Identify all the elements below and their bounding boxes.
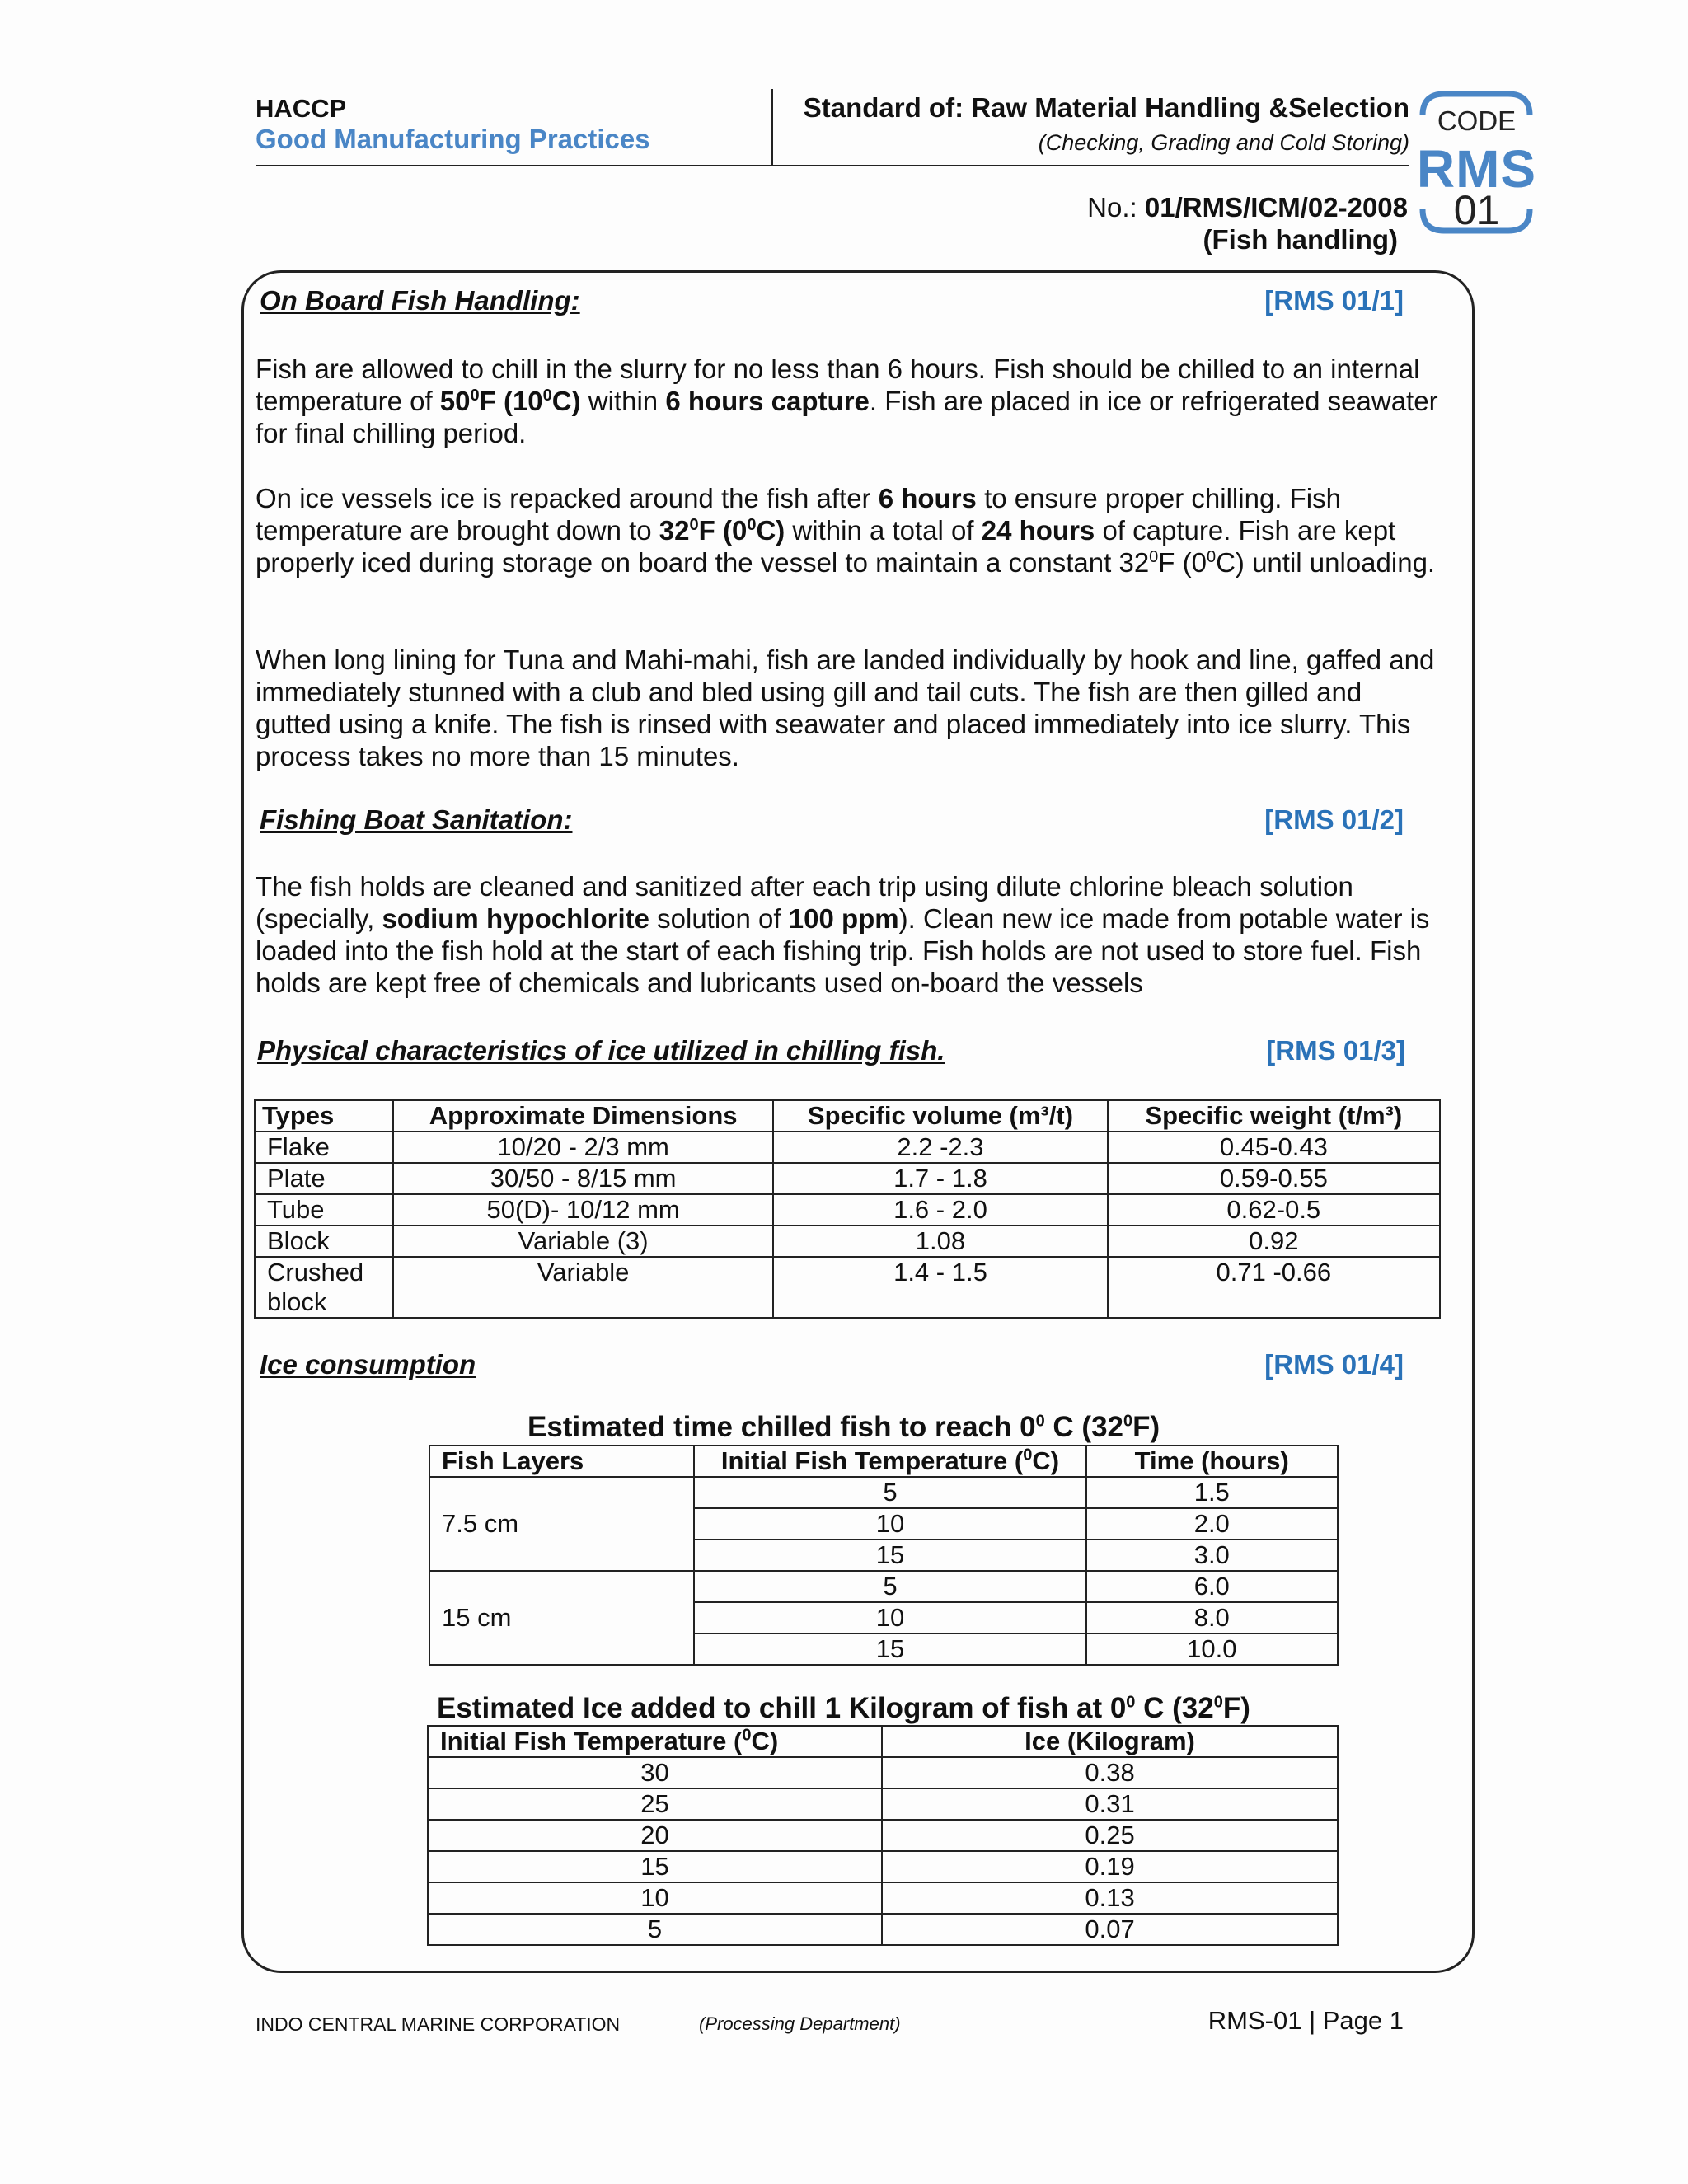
table-cell: 5 [694, 1571, 1085, 1602]
chill-time-table-caption [528, 1411, 1160, 1444]
table-cell: 2.0 [1086, 1508, 1338, 1540]
text-run: of capture. Fish are kept properly iced during storage on board the vessel to maintain a constant 32 [256, 515, 1396, 578]
paragraph-chill-slurry [256, 353, 1442, 449]
table-cell: Crushed block [255, 1257, 393, 1318]
ice-added-table [427, 1725, 1339, 1946]
table-cell: 15 [694, 1633, 1085, 1665]
superscript: 0 [689, 516, 699, 534]
table-row [428, 1882, 1338, 1914]
superscript: 0 [1126, 1693, 1136, 1712]
document-number [1087, 192, 1408, 223]
table-row [428, 1851, 1338, 1882]
table-cell: 1.6 - 2.0 [773, 1194, 1107, 1226]
text-run: Estimated Ice added to chill 1 Kilogram of fish at 0 [437, 1692, 1127, 1724]
table-cell: 0.19 [882, 1851, 1338, 1882]
table-row [255, 1163, 1440, 1194]
standard-subtitle: (Checking, Grading and Cold Storing) [1038, 130, 1409, 155]
table-cell: 0.13 [882, 1882, 1338, 1914]
section-ref-sanitation: [RMS 01/2] [1264, 804, 1404, 835]
header-title: HACCP [256, 94, 347, 123]
table-cell: Variable (3) [393, 1226, 773, 1257]
layer-cell: 15 cm [429, 1571, 694, 1665]
code-rms: RMS [1416, 139, 1537, 199]
text-run: within [580, 386, 666, 416]
text-run: Initial Fish Temperature ( [440, 1727, 743, 1755]
table-cell: 10 [428, 1882, 882, 1914]
superscript: 0 [1213, 1693, 1223, 1712]
table-row [255, 1226, 1440, 1257]
document-number-prefix: No.: [1087, 192, 1145, 223]
table-row [428, 1820, 1338, 1851]
text-run: Fish are allowed to chill in the slurry for no less than 6 hours. Fish should be chilled to an internal temperature of [256, 354, 1420, 416]
table-cell: 50(D)- 10/12 mm [393, 1194, 773, 1226]
table-cell: 10.0 [1086, 1633, 1338, 1665]
table-cell: 15 [428, 1851, 882, 1882]
bold-run: 6 hours [878, 483, 977, 513]
superscript: 0 [1123, 1412, 1133, 1431]
section-ref-on-board: [RMS 01/1] [1264, 285, 1404, 316]
bold-run: 24 hours [981, 515, 1095, 546]
text-run: F) [1132, 1411, 1160, 1443]
bold-run: sodium hypochlorite [382, 903, 649, 934]
table-cell: 0.38 [882, 1757, 1338, 1788]
table-cell: 1.7 - 1.8 [773, 1163, 1107, 1194]
footer-page-number: RMS-01 | Page 1 [1207, 2006, 1404, 2035]
table-row [429, 1571, 1338, 1602]
table-cell: 15 [694, 1540, 1085, 1571]
text-run: C) [551, 386, 581, 416]
bold-run: 6 hours capture [665, 386, 870, 416]
text-run: to ensure proper chilling. Fish temperature are brought down to [256, 483, 1341, 546]
table-cell: 2.2 -2.3 [773, 1132, 1107, 1163]
text-run: solution of [649, 903, 789, 934]
paragraph-fish-holds [256, 870, 1442, 999]
table-row [428, 1788, 1338, 1820]
footer-company: INDO CENTRAL MARINE CORPORATION [256, 2013, 621, 2035]
text-run: F (0 [1158, 547, 1207, 578]
section-title-on-board: On Board Fish Handling: [260, 285, 580, 316]
text-run: On ice vessels ice is repacked around the fish after [256, 483, 879, 513]
text-run: F) [1222, 1692, 1250, 1724]
header-divider-vertical [771, 89, 773, 166]
table-row [255, 1257, 1440, 1318]
table-cell: 5 [428, 1914, 882, 1945]
superscript: 0 [1035, 1412, 1045, 1431]
table-cell: 0.07 [882, 1914, 1338, 1945]
text-run: within a total of [785, 515, 982, 546]
column-header: Specific weight (t/m³) [1108, 1100, 1440, 1132]
text-run: . Fish are placed in ice or refrigerated seawater for final chilling period. [256, 386, 1438, 448]
text-run: F (0 [698, 515, 748, 546]
text-run: The fish holds are cleaned and sanitized after each trip using dilute chlorine bleach solution (specially, [256, 871, 1353, 934]
table-cell: 3.0 [1086, 1540, 1338, 1571]
paragraph-long-lining: When long lining for Tuna and Mahi-mahi, fish are landed individually by hook and line, gaffed and immediately stunned with a club and bled using gill and tail cuts. The fish are then gilled and gutted using a knife. The fish is rinsed with seawater and placed immediately into ice slurry. This process takes no more than 15 minutes. [256, 644, 1435, 771]
table-row [428, 1914, 1338, 1945]
section-title-sanitation: Fishing Boat Sanitation: [260, 804, 573, 835]
section-ref-ice-characteristics: [RMS 01/3] [1266, 1035, 1405, 1066]
superscript: 0 [1023, 1446, 1033, 1465]
table-cell: Plate [255, 1163, 393, 1194]
text-run: C) [756, 515, 785, 546]
column-header: Fish Layers [429, 1446, 694, 1477]
column-header: Approximate Dimensions [393, 1100, 773, 1132]
column-header: Types [255, 1100, 393, 1132]
table-cell: 10 [694, 1602, 1085, 1633]
ice-characteristics-table [254, 1099, 1441, 1319]
code-badge [1416, 89, 1537, 236]
section-title-ice-characteristics: Physical characteristics of ice utilized in chilling fish. [257, 1035, 945, 1066]
superscript: 0 [1149, 548, 1159, 566]
table-cell: 1.4 - 1.5 [773, 1257, 1107, 1318]
superscript: 0 [1206, 548, 1217, 566]
table-cell: 25 [428, 1788, 882, 1820]
table-cell: 30 [428, 1757, 882, 1788]
table-cell: 1.08 [773, 1226, 1107, 1257]
header-subtitle: Good Manufacturing Practices [256, 124, 650, 154]
column-header [428, 1726, 882, 1757]
column-header: Specific volume (m³/t) [773, 1100, 1107, 1132]
column-header: Time (hours) [1086, 1446, 1338, 1477]
standard-title: Standard of: Raw Material Handling &Selection [803, 92, 1409, 123]
section-title-ice-consumption: Ice consumption [260, 1349, 476, 1380]
text-run: C (32 [1044, 1411, 1124, 1443]
table-cell: 0.25 [882, 1820, 1338, 1851]
table-cell: 0.71 -0.66 [1108, 1257, 1440, 1318]
code-label: CODE [1437, 105, 1517, 136]
column-header [694, 1446, 1085, 1477]
table-cell: 0.45-0.43 [1108, 1132, 1440, 1163]
table-cell: 10 [694, 1508, 1085, 1540]
table-cell: Block [255, 1226, 393, 1257]
table-cell: 30/50 - 8/15 mm [393, 1163, 773, 1194]
table-header-row [255, 1100, 1440, 1132]
table-cell: 5 [694, 1477, 1085, 1508]
table-cell: 0.62-0.5 [1108, 1194, 1440, 1226]
table-cell: 10/20 - 2/3 mm [393, 1132, 773, 1163]
table-row [255, 1194, 1440, 1226]
table-header-row [429, 1446, 1338, 1477]
superscript: 0 [470, 387, 480, 405]
table-cell: Tube [255, 1194, 393, 1226]
text-run: Estimated time chilled fish to reach 0 [528, 1411, 1036, 1443]
chill-time-table [429, 1445, 1339, 1666]
table-cell: Flake [255, 1132, 393, 1163]
document-subject: (Fish handling) [1203, 224, 1398, 255]
text-run: C) [1032, 1446, 1060, 1475]
table-cell: 8.0 [1086, 1602, 1338, 1633]
table-cell: 0.59-0.55 [1108, 1163, 1440, 1194]
superscript: 0 [742, 1726, 752, 1745]
table-header-row [428, 1726, 1338, 1757]
column-header: Ice (Kilogram) [882, 1726, 1338, 1757]
code-number: 01 [1453, 187, 1500, 233]
layer-cell: 7.5 cm [429, 1477, 694, 1571]
table-row [429, 1477, 1338, 1508]
text-run: 50 [439, 386, 471, 416]
text-run: 32 [659, 515, 690, 546]
text-run: ). Clean new ice made from potable water is loaded into the fish hold at the start of each fishing trip. Fish holds are not used to store fuel. Fish holds are kept free of chemicals and lubricants used on-board the vessels [256, 903, 1430, 998]
table-cell: 6.0 [1086, 1571, 1338, 1602]
table-cell: 1.5 [1086, 1477, 1338, 1508]
text-run: Initial Fish Temperature ( [720, 1446, 1024, 1475]
text-run: C (32 [1135, 1692, 1214, 1724]
text-run: C) [751, 1727, 779, 1755]
table-cell: Variable [393, 1257, 773, 1318]
document-number-value: 01/RMS/ICM/02-2008 [1144, 192, 1408, 223]
header-divider-horizontal [256, 165, 1409, 166]
footer-department: (Processing Department) [699, 2013, 901, 2034]
text-run: F (10 [479, 386, 543, 416]
ice-added-table-caption [437, 1692, 1250, 1725]
table-cell: 0.92 [1108, 1226, 1440, 1257]
paragraph-ice-vessels [256, 482, 1442, 579]
superscript: 0 [542, 387, 552, 405]
bold-run: 100 ppm [788, 903, 899, 934]
table-cell: 0.31 [882, 1788, 1338, 1820]
text-run: C) until unloading. [1216, 547, 1436, 578]
section-ref-ice-consumption: [RMS 01/4] [1264, 1349, 1404, 1380]
table-row [255, 1132, 1440, 1163]
table-row [428, 1757, 1338, 1788]
superscript: 0 [747, 516, 757, 534]
table-cell: 20 [428, 1820, 882, 1851]
